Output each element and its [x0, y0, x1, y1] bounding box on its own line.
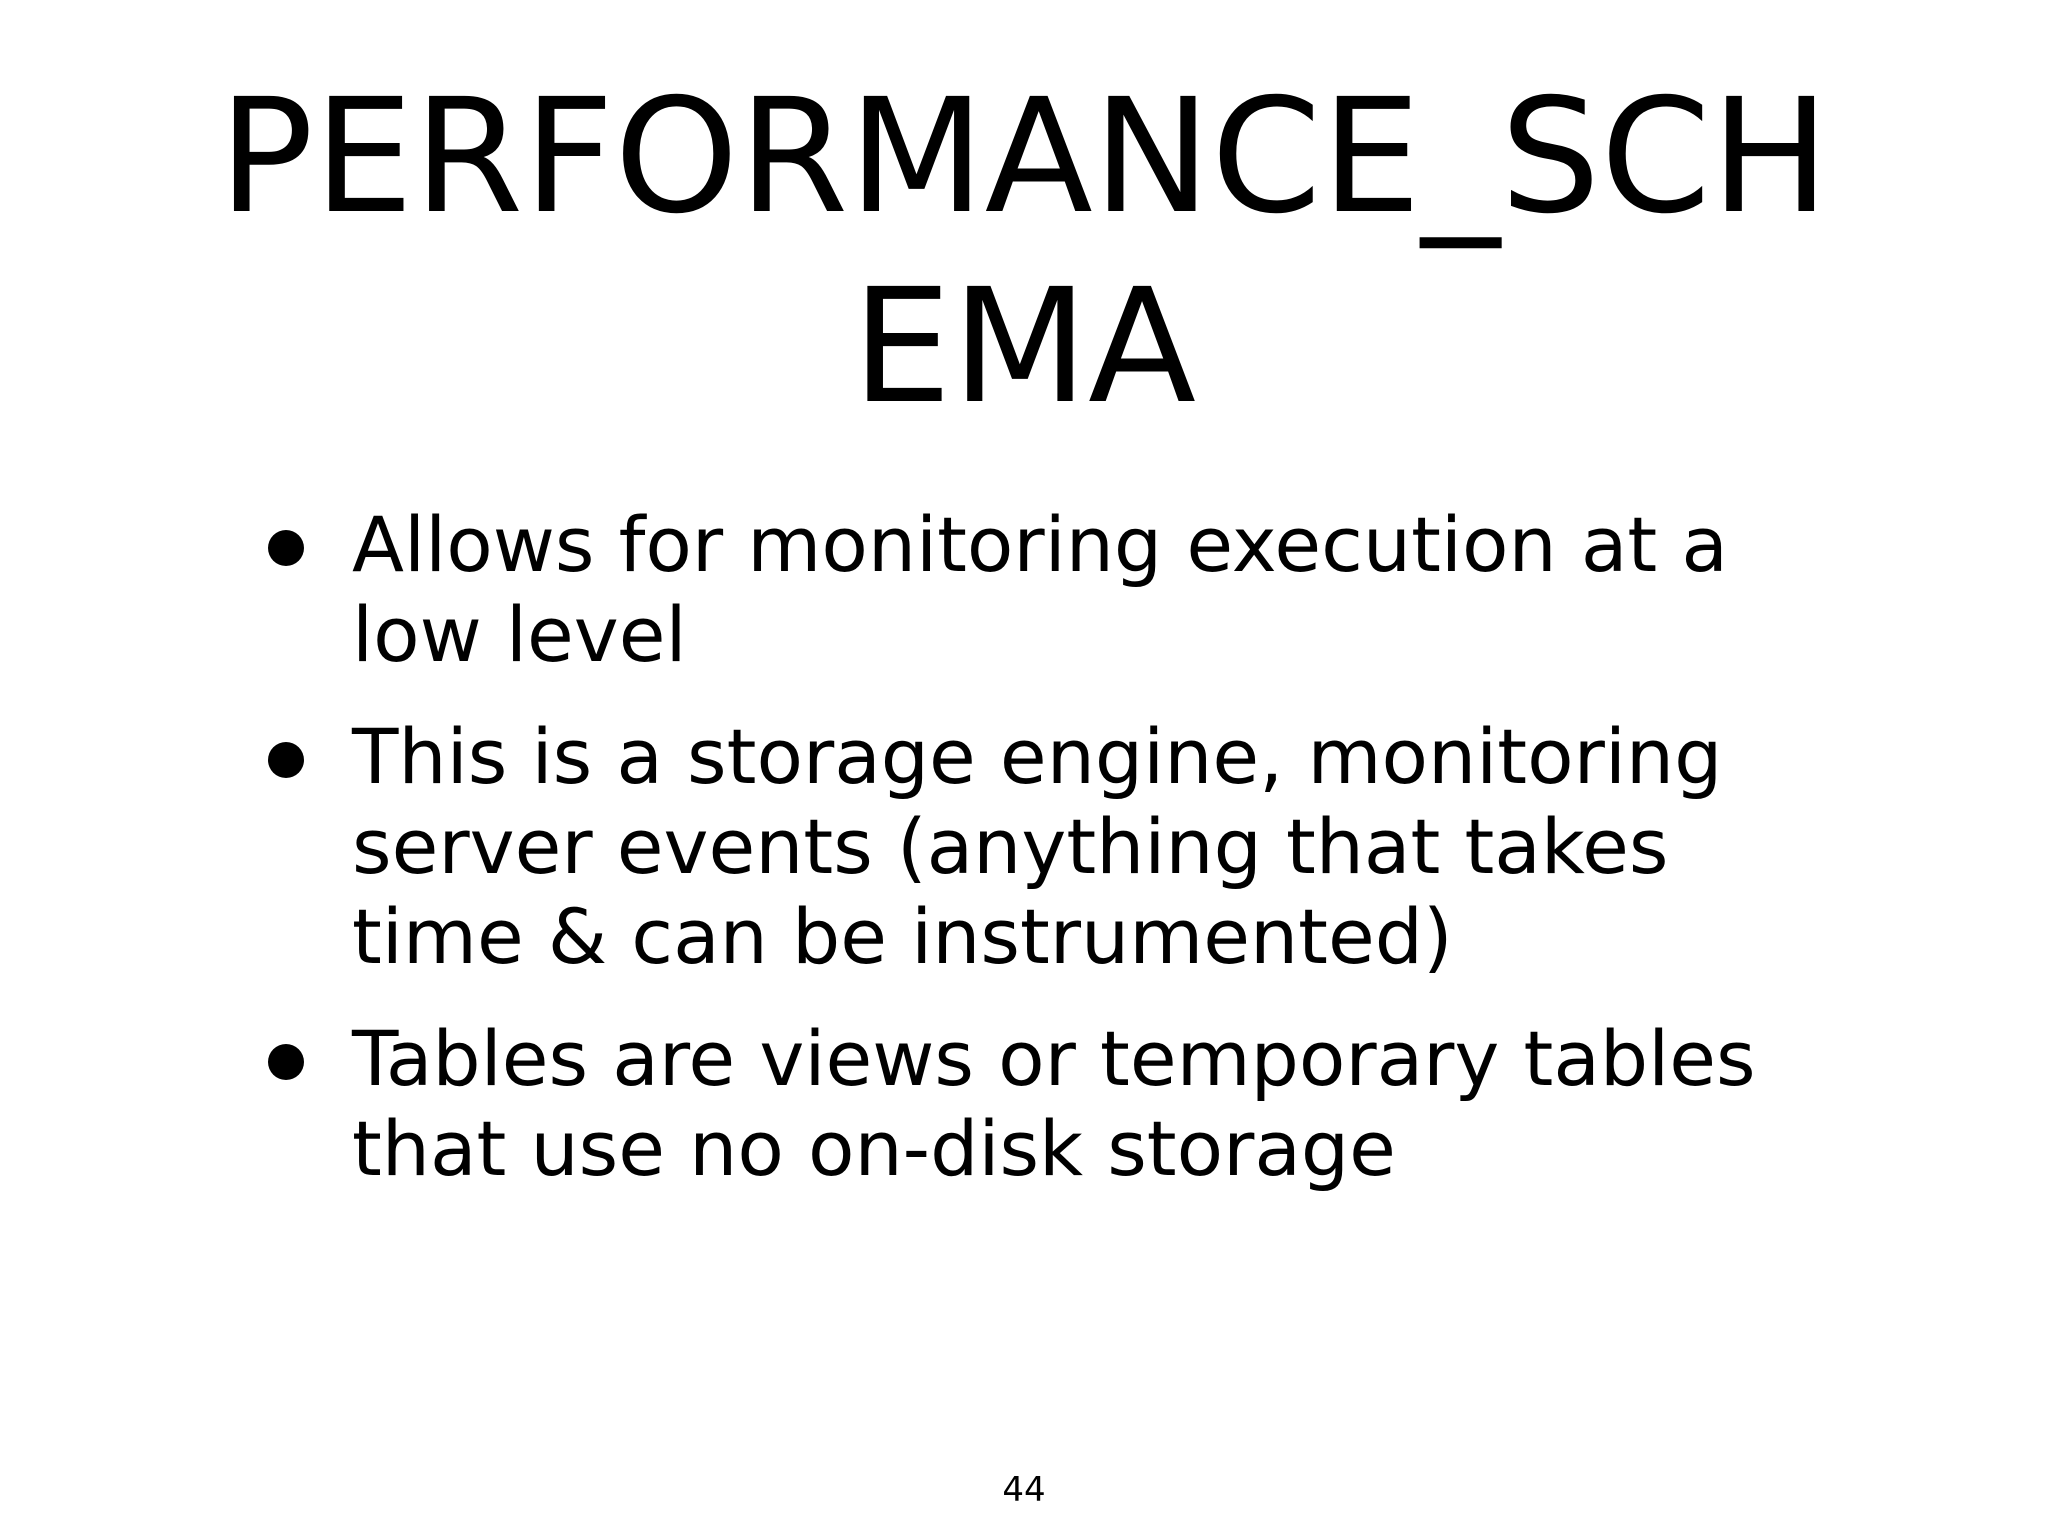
bullet-item — [252, 1014, 1812, 1194]
bullet-text: This is a storage engine, monitoring server events (anything that takes time & can be instrumented) — [352, 712, 1723, 981]
bullet-dot-icon — [268, 530, 304, 566]
slide-title-line-2: EMA — [851, 255, 1197, 439]
bullet-dot-icon — [268, 742, 304, 778]
page-number: 44 — [1002, 1470, 1046, 1510]
bullet-item — [252, 712, 1812, 982]
bullet-item — [252, 500, 1812, 680]
bullet-text: Tables are views or temporary tables that use no on-disk storage — [352, 1014, 1756, 1193]
slide-title-line-1: PERFORMANCE_SCH — [218, 65, 1830, 249]
slide-title — [0, 62, 2048, 442]
bullet-text: Allows for monitoring execution at a low level — [352, 500, 1728, 679]
bullet-dot-icon — [268, 1044, 304, 1080]
bullet-list — [252, 500, 1812, 1226]
